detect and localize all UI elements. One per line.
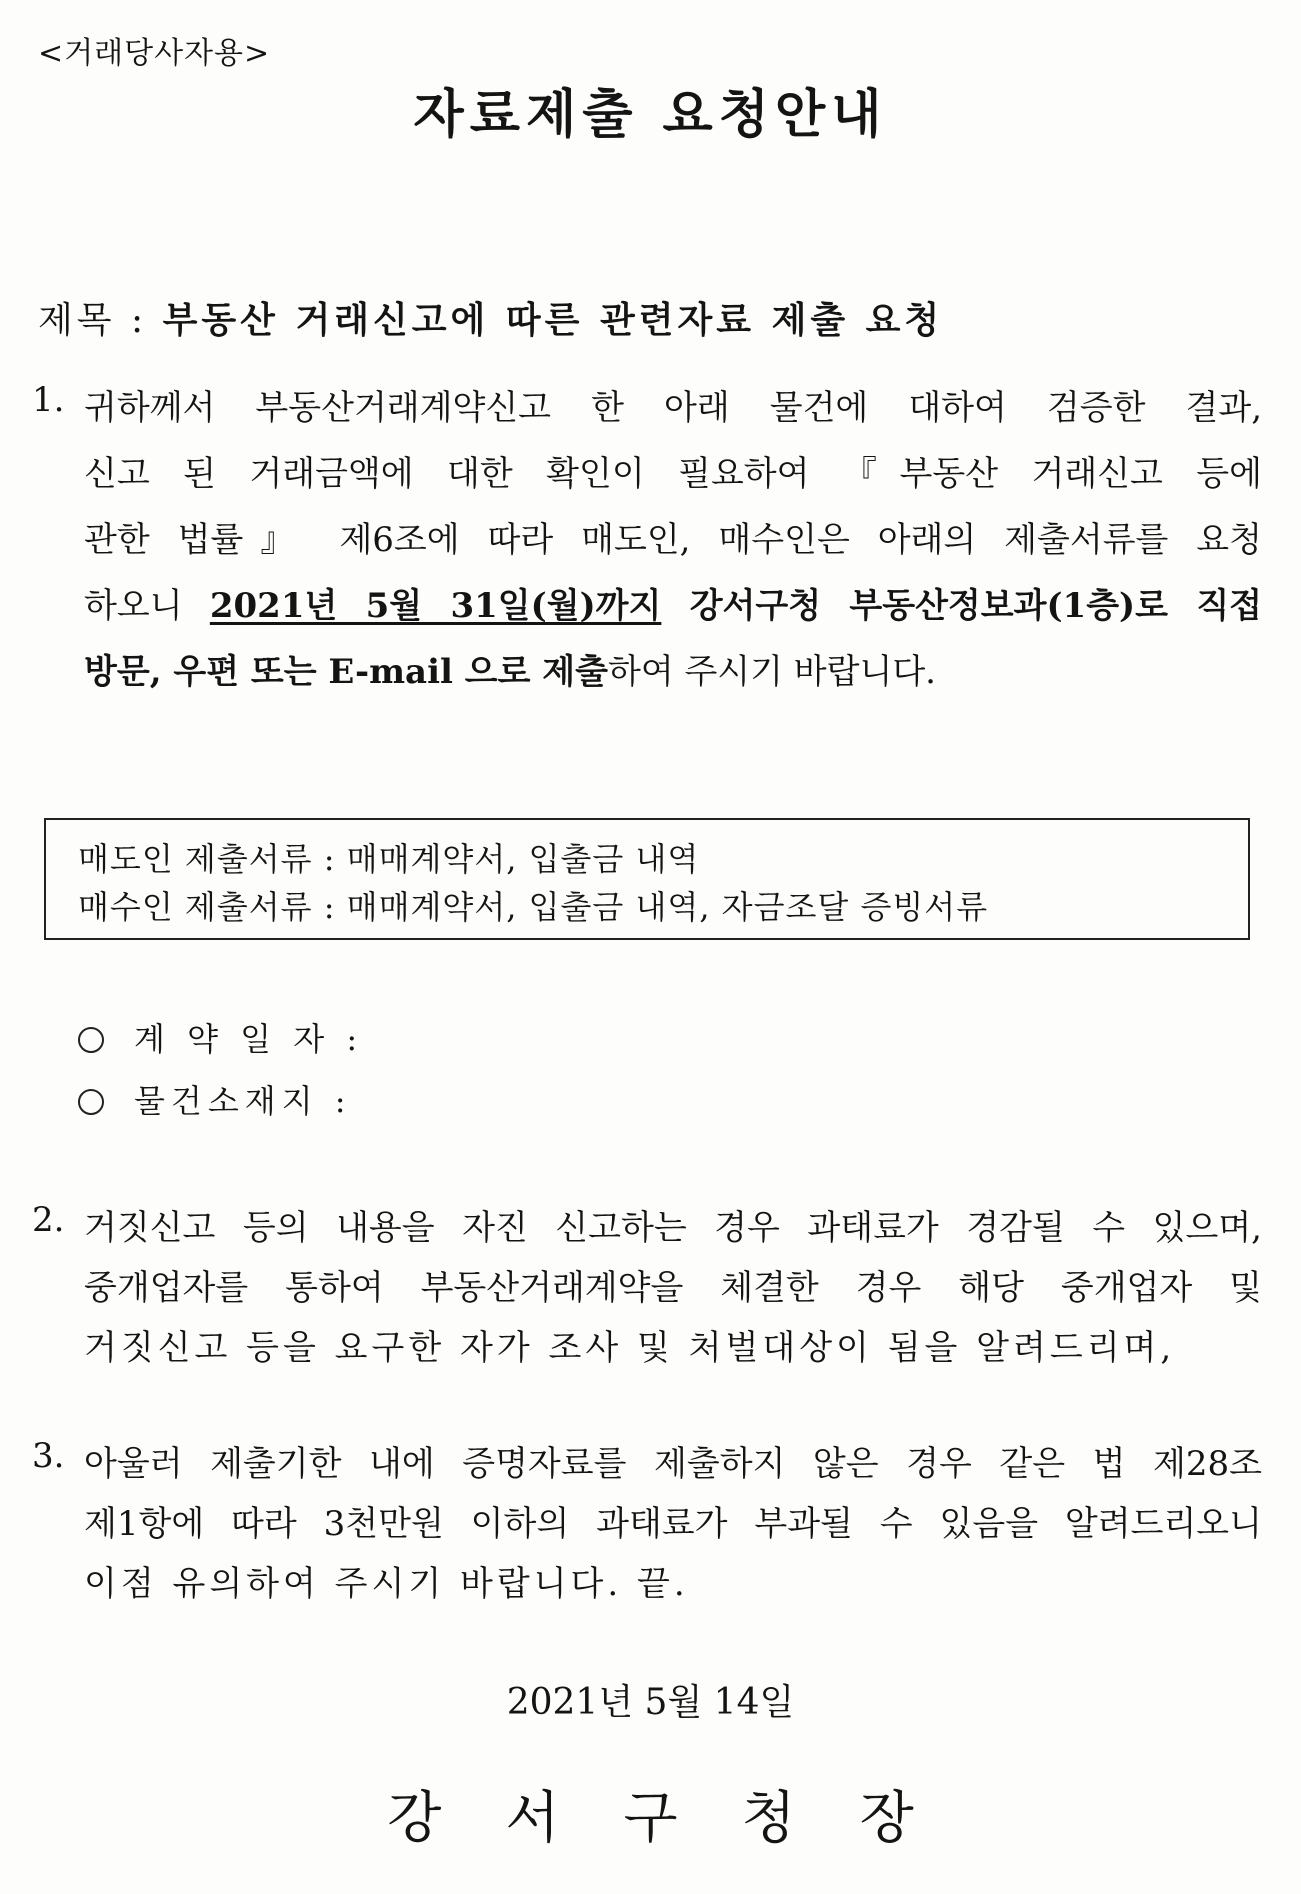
item-2 (32, 1200, 1262, 1368)
submission-methods: 방문, 우편 또는 E-mail 으로 제출 (84, 652, 608, 692)
item-1-line-1: 귀하께서 부동산거래계약신고 한 아래 물건에 대하여 검증한 결과, (84, 388, 1262, 428)
circle-bullet-icon (78, 1027, 104, 1053)
contract-date-field (78, 1014, 363, 1060)
issuer-signature: 강서구청장 (387, 1786, 978, 1851)
buyer-documents: 매수인 제출서류 : 매매계약서, 입출금 내역, 자금조달 증빙서류 (78, 888, 989, 926)
item-2-line-2: 중개업자를 통하여 부동산거래계약을 체결한 경우 해당 중개업자 및 (84, 1268, 1262, 1308)
subject-label: 제목 : (38, 300, 148, 341)
item-3-line-3: 이점 유의하여 주시기 바랍니다. 끝. (84, 1564, 689, 1604)
subject-line (38, 292, 943, 343)
item-3-number: 3. (32, 1436, 65, 1476)
item-3-line-1: 아울러 제출기한 내에 증명자료를 제출하지 않은 경우 같은 법 제28조 (84, 1444, 1262, 1484)
submission-office: 강서구청 부동산정보과(1층)로 직접 (661, 586, 1263, 626)
item-2-line-1: 거짓신고 등의 내용을 자진 신고하는 경우 과태료가 경감될 수 있으며, (84, 1208, 1262, 1248)
seller-documents: 매도인 제출서류 : 매매계약서, 입출금 내역 (78, 840, 700, 878)
item-3 (32, 1436, 1262, 1604)
item-1 (32, 380, 1263, 692)
issue-date: 2021년 5월 14일 (506, 1682, 795, 1723)
subject-text: 부동산 거래신고에 따른 관련자료 제출 요청 (162, 299, 944, 341)
recipient-tag: <거래당사자용> (38, 36, 271, 71)
item-1-number: 1. (32, 380, 65, 420)
item-1-line-5 (84, 644, 936, 693)
required-documents-box (44, 818, 1250, 940)
item-1-line-2: 신고 된 거래금액에 대한 확인이 필요하여 『부동산 거래신고 등에 (84, 454, 1262, 494)
item-1-line-5-rest: 하여 주시기 바랍니다. (607, 652, 936, 692)
item-2-line-3: 거짓신고 등을 요구한 자가 조사 및 처벌대상이 됨을 알려드리며, (84, 1328, 1176, 1368)
page-title: 자료제출 요청안내 (413, 85, 888, 145)
item-2-number: 2. (32, 1200, 65, 1240)
contract-date-label: 계 약 일 자 : (134, 1020, 364, 1058)
property-location-field (78, 1076, 352, 1122)
property-location-label: 물건소재지 : (134, 1082, 352, 1120)
item-1-line-4-prefix: 하오니 (84, 586, 210, 626)
item-1-line-4 (84, 578, 1262, 627)
circle-bullet-icon (78, 1089, 104, 1115)
submission-deadline: 2021년 5월 31일(월)까지 (209, 586, 662, 626)
item-3-line-2: 제1항에 따라 3천만원 이하의 과태료가 부과될 수 있음을 알려드리오니 (84, 1504, 1262, 1544)
item-1-line-3: 관한 법률』 제6조에 따라 매도인, 매수인은 아래의 제출서류를 요청 (84, 520, 1262, 560)
